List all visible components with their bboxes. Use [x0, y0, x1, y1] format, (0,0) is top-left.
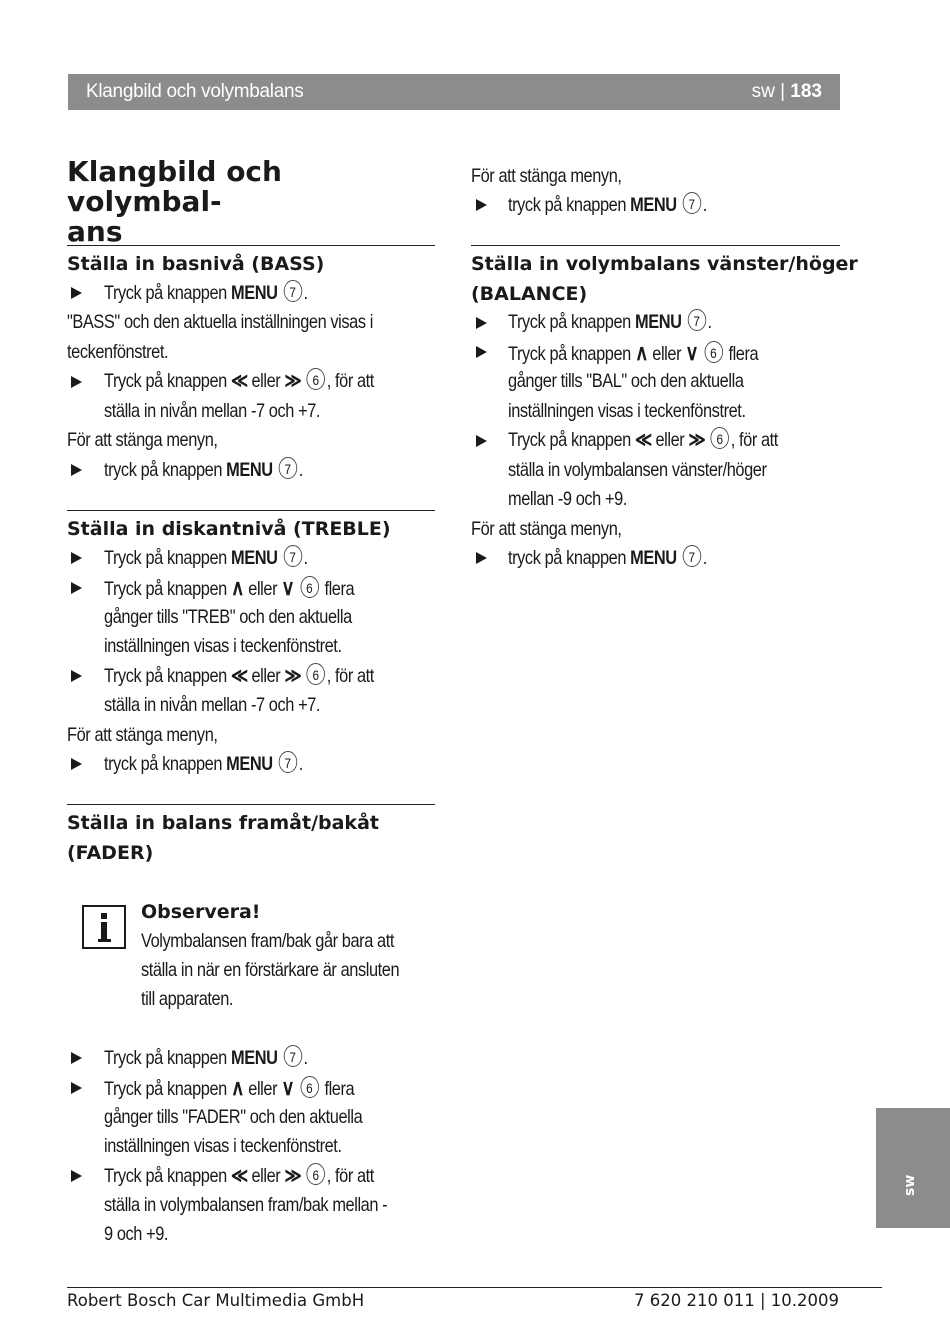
section-rule [67, 245, 435, 246]
left-arrows-icon: ≪ [231, 370, 248, 392]
key-6-icon: 6 [704, 341, 722, 363]
bullet-icon [476, 552, 487, 564]
bullet-icon [71, 670, 82, 682]
step-text: Tryck på knappen MENU 7 . [104, 1047, 308, 1069]
step-text: gånger tills "FADER" och den aktuella [104, 1106, 363, 1128]
body-text: För att stänga menyn, [67, 724, 218, 746]
body-text: För att stänga menyn, [471, 518, 622, 540]
bullet-icon [476, 346, 487, 358]
note-title: Observera! [141, 901, 261, 923]
note-text: till apparaten. [141, 988, 234, 1010]
step-text: ställa in volymbalansen vänster/höger [508, 459, 767, 481]
key-6-icon: 6 [307, 663, 325, 685]
right-arrows-icon: ≫ [284, 1165, 301, 1187]
step-text: Tryck på knappen ∧ eller ∨ 6 flera [104, 1075, 355, 1100]
up-arrow-icon: ∧ [231, 1075, 245, 1100]
up-arrow-icon: ∧ [231, 575, 245, 600]
key-7-icon: 7 [687, 309, 705, 331]
bullet-icon [71, 758, 82, 770]
right-arrows-icon: ≫ [688, 429, 705, 451]
section-rule [471, 245, 840, 246]
step-text: Tryck på knappen MENU 7 . [508, 311, 712, 333]
footer-company: Robert Bosch Car Multimedia GmbH [67, 1291, 365, 1310]
step-text: inställningen visas i teckenfönstret. [508, 400, 746, 422]
right-arrows-icon: ≫ [284, 370, 301, 392]
body-text: "BASS" och den aktuella inställningen visas i [67, 311, 373, 333]
page-title: Klangbild och volymbal- ans [67, 155, 282, 248]
bullet-icon [71, 1082, 82, 1094]
down-arrow-icon: ∨ [281, 575, 295, 600]
bullet-icon [71, 464, 82, 476]
step-text: ställa in nivån mellan -7 och +7. [104, 694, 321, 716]
key-6-icon: 6 [711, 427, 729, 449]
step-text: gånger tills "TREB" och den aktuella [104, 606, 352, 628]
body-text: teckenfönstret. [67, 341, 169, 363]
left-arrows-icon: ≪ [231, 1165, 248, 1187]
key-6-icon: 6 [300, 1076, 318, 1098]
note-text: Volymbalansen fram/bak går bara att [141, 930, 394, 952]
body-text: För att stänga menyn, [67, 429, 218, 451]
section-rule [67, 510, 435, 511]
note-text: ställa in när en förstärkare är ansluten [141, 959, 400, 981]
fader-heading: Ställa in balans framåt/bakåt (FADER) [67, 812, 379, 864]
key-7-icon: 7 [279, 457, 297, 479]
left-arrows-icon: ≪ [231, 665, 248, 687]
step-text: ställa in volymbalansen fram/bak mellan - [104, 1194, 388, 1216]
bullet-icon [71, 552, 82, 564]
bullet-icon [71, 376, 82, 388]
key-7-icon: 7 [279, 751, 297, 773]
step-text: Tryck på knappen MENU 7 . [104, 282, 308, 304]
key-7-icon: 7 [283, 545, 301, 567]
step-text: tryck på knappen MENU 7 . [508, 547, 707, 569]
balance-heading: Ställa in volymbalans vänster/höger (BALANCE) [471, 253, 858, 305]
key-7-icon: 7 [283, 1045, 301, 1067]
down-arrow-icon: ∨ [281, 1075, 295, 1100]
treble-heading: Ställa in diskantnivå (TREBLE) [67, 518, 391, 540]
step-text: Tryck på knappen ≪ eller ≫ 6 , för att [508, 429, 778, 451]
key-6-icon: 6 [307, 368, 325, 390]
bullet-icon [476, 435, 487, 447]
info-icon [82, 905, 126, 949]
body-text: För att stänga menyn, [471, 165, 622, 187]
footer-doc-number: 7 620 210 011 | 10.2009 [634, 1291, 839, 1310]
left-arrows-icon: ≪ [635, 429, 652, 451]
step-text: mellan -9 och +9. [508, 488, 627, 510]
step-text: Tryck på knappen ∧ eller ∨ 6 flera [508, 340, 759, 365]
step-text: Tryck på knappen ≪ eller ≫ 6 , för att [104, 1165, 374, 1187]
up-arrow-icon: ∧ [635, 340, 649, 365]
bullet-icon [71, 582, 82, 594]
bullet-icon [71, 1052, 82, 1064]
section-rule [67, 804, 435, 805]
step-text: Tryck på knappen MENU 7 . [104, 547, 308, 569]
bullet-icon [476, 199, 487, 211]
key-7-icon: 7 [683, 545, 701, 567]
down-arrow-icon: ∨ [685, 340, 699, 365]
step-text: Tryck på knappen ≪ eller ≫ 6 , för att [104, 665, 374, 687]
step-text: Tryck på knappen ≪ eller ≫ 6 , för att [104, 370, 374, 392]
step-text: inställningen visas i teckenfönstret. [104, 635, 342, 657]
bullet-icon [476, 317, 487, 329]
step-text: ställa in nivån mellan -7 och +7. [104, 400, 321, 422]
header-title: Klangbild och volymbalans [86, 81, 304, 102]
language-tab: sw [876, 1108, 950, 1228]
step-text: inställningen visas i teckenfönstret. [104, 1135, 342, 1157]
key-7-icon: 7 [683, 192, 701, 214]
key-6-icon: 6 [307, 1163, 325, 1185]
header-bar [68, 74, 840, 110]
bullet-icon [71, 1170, 82, 1182]
footer-rule [67, 1287, 882, 1288]
step-text: tryck på knappen MENU 7 . [104, 753, 303, 775]
step-text: tryck på knappen MENU 7 . [508, 194, 707, 216]
key-6-icon: 6 [300, 576, 318, 598]
step-text: Tryck på knappen ∧ eller ∨ 6 flera [104, 575, 355, 600]
step-text: tryck på knappen MENU 7 . [104, 459, 303, 481]
step-text: gånger tills "BAL" och den aktuella [508, 370, 744, 392]
right-arrows-icon: ≫ [284, 665, 301, 687]
key-7-icon: 7 [283, 280, 301, 302]
bullet-icon [71, 287, 82, 299]
step-text: 9 och +9. [104, 1223, 169, 1245]
bass-heading: Ställa in basnivå (BASS) [67, 253, 325, 275]
page-number: sw | 183 [751, 81, 822, 102]
